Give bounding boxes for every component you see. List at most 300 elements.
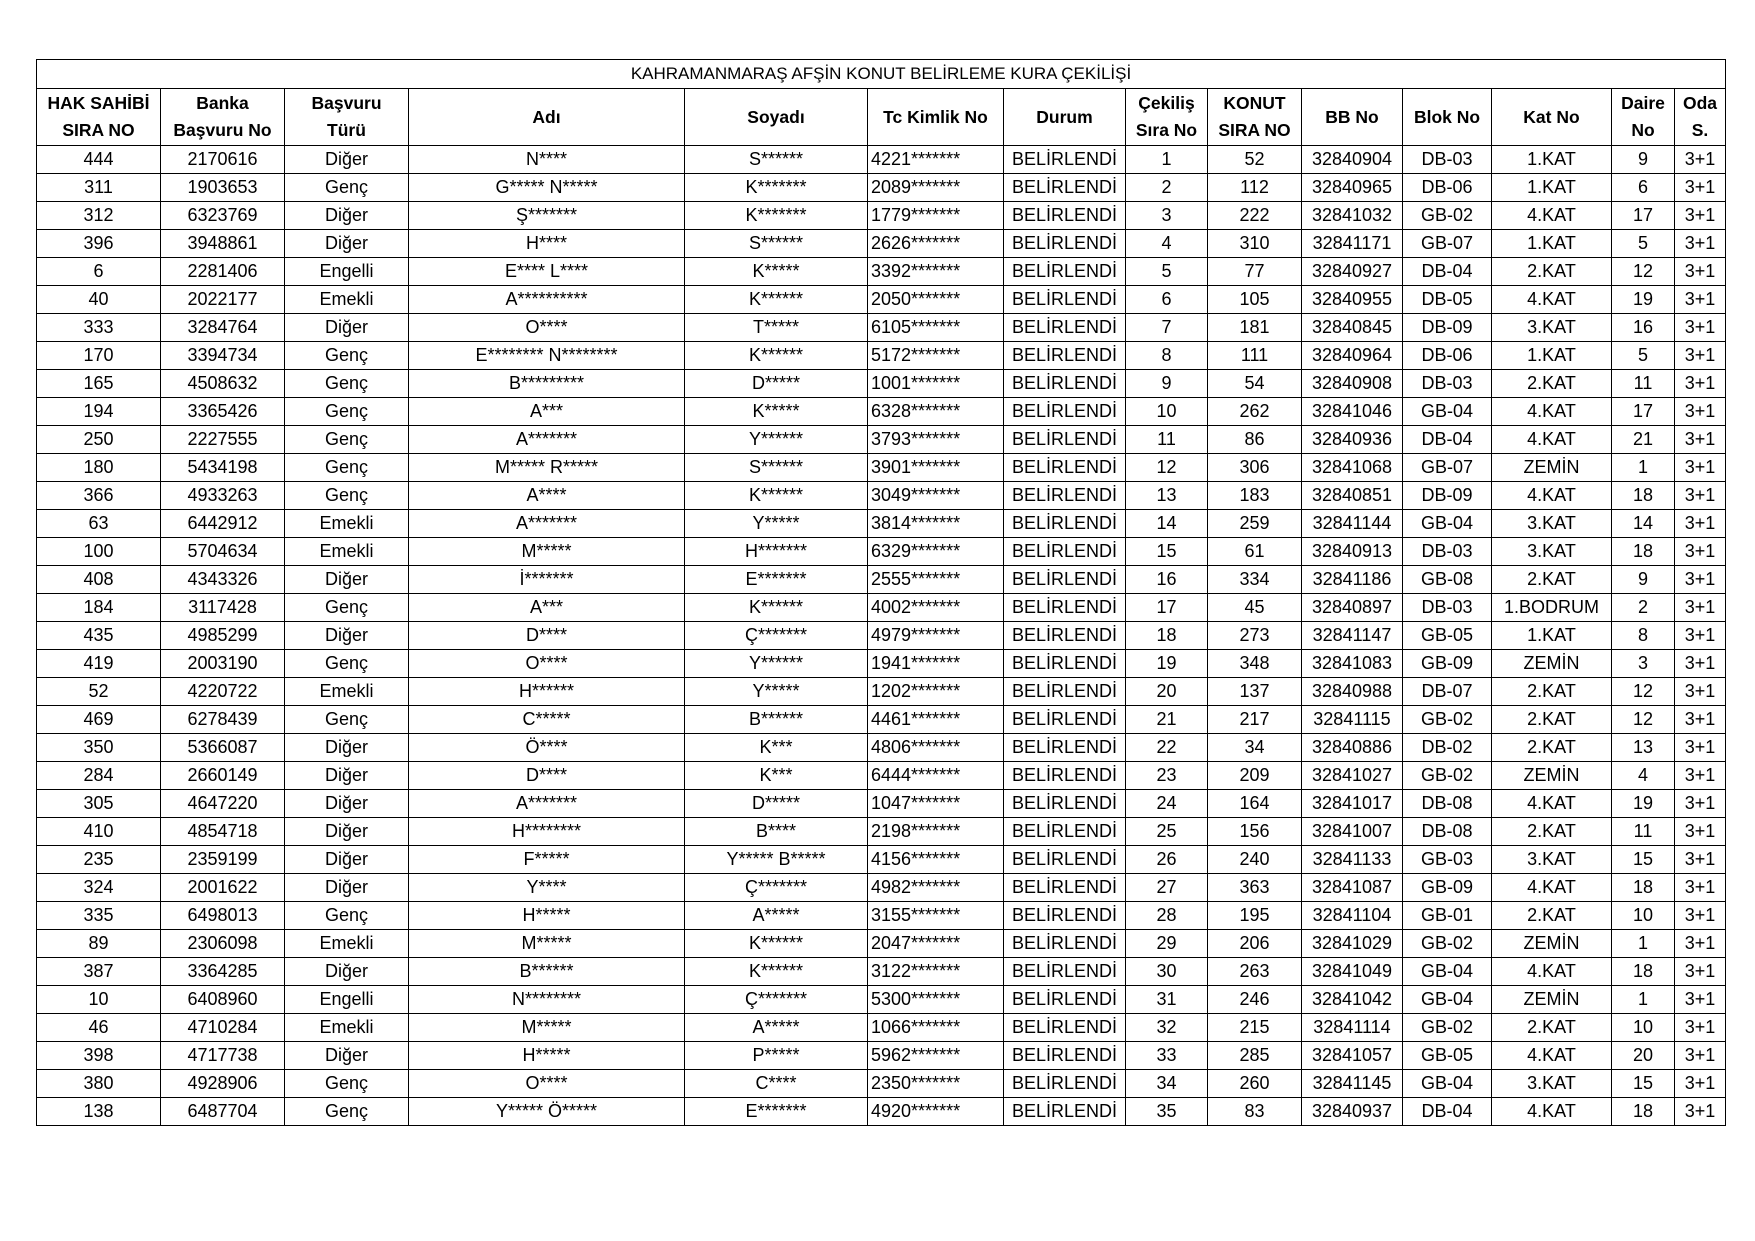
- cell-konut-sira-no: 181: [1208, 314, 1302, 342]
- cell-blok-no: GB-04: [1403, 510, 1492, 538]
- table-row: [37, 930, 1726, 958]
- cell-banka-basvuru-no: 2660149: [161, 762, 285, 790]
- table-row: [37, 454, 1726, 482]
- column-header-line: Banka: [196, 93, 249, 113]
- cell-cekilis-sira-no: 16: [1126, 566, 1208, 594]
- cell-cekilis-sira-no: 25: [1126, 818, 1208, 846]
- cell-hak-sahibi-sira-no: 387: [37, 958, 161, 986]
- cell-basvuru-turu: Diğer: [285, 230, 409, 258]
- cell-tc-kimlik-no: 4982*******: [868, 874, 1004, 902]
- cell-adi: H*****: [409, 902, 685, 930]
- cell-cekilis-sira-no: 6: [1126, 286, 1208, 314]
- cell-banka-basvuru-no: 3117428: [161, 594, 285, 622]
- cell-blok-no: DB-03: [1403, 146, 1492, 174]
- column-header-line: Çekiliş: [1138, 93, 1195, 113]
- cell-banka-basvuru-no: 3364285: [161, 958, 285, 986]
- cell-bb-no: 32841029: [1302, 930, 1403, 958]
- cell-tc-kimlik-no: 4920*******: [868, 1098, 1004, 1126]
- cell-banka-basvuru-no: 1903653: [161, 174, 285, 202]
- cell-soyadi: A*****: [685, 902, 868, 930]
- cell-durum: BELİRLENDİ: [1004, 958, 1126, 986]
- cell-adi: H*****: [409, 1042, 685, 1070]
- cell-basvuru-turu: Diğer: [285, 846, 409, 874]
- cell-basvuru-turu: Diğer: [285, 202, 409, 230]
- cell-adi: E**** L****: [409, 258, 685, 286]
- column-header-bb-no: [1302, 89, 1403, 146]
- cell-konut-sira-no: 164: [1208, 790, 1302, 818]
- table-row: [37, 958, 1726, 986]
- cell-banka-basvuru-no: 2001622: [161, 874, 285, 902]
- cell-bb-no: 32840851: [1302, 482, 1403, 510]
- table-row: [37, 734, 1726, 762]
- cell-soyadi: K***: [685, 734, 868, 762]
- cell-konut-sira-no: 262: [1208, 398, 1302, 426]
- cell-hak-sahibi-sira-no: 194: [37, 398, 161, 426]
- cell-hak-sahibi-sira-no: 46: [37, 1014, 161, 1042]
- cell-konut-sira-no: 215: [1208, 1014, 1302, 1042]
- cell-daire-no: 20: [1612, 1042, 1675, 1070]
- column-header-line: Türü: [327, 120, 366, 140]
- cell-bb-no: 32841083: [1302, 650, 1403, 678]
- cell-cekilis-sira-no: 19: [1126, 650, 1208, 678]
- cell-hak-sahibi-sira-no: 100: [37, 538, 161, 566]
- cell-oda-sayisi: 3+1: [1675, 174, 1726, 202]
- column-header-line: SIRA NO: [62, 120, 135, 140]
- column-header-line: Adı: [532, 106, 561, 127]
- cell-tc-kimlik-no: 2350*******: [868, 1070, 1004, 1098]
- cell-cekilis-sira-no: 18: [1126, 622, 1208, 650]
- cell-oda-sayisi: 3+1: [1675, 286, 1726, 314]
- table-row: [37, 622, 1726, 650]
- cell-tc-kimlik-no: 6105*******: [868, 314, 1004, 342]
- cell-konut-sira-no: 105: [1208, 286, 1302, 314]
- cell-durum: BELİRLENDİ: [1004, 1042, 1126, 1070]
- cell-bb-no: 32841104: [1302, 902, 1403, 930]
- cell-kat-no: 2.KAT: [1492, 566, 1612, 594]
- cell-oda-sayisi: 3+1: [1675, 902, 1726, 930]
- table-row: [37, 566, 1726, 594]
- cell-oda-sayisi: 3+1: [1675, 1014, 1726, 1042]
- cell-kat-no: 4.KAT: [1492, 286, 1612, 314]
- cell-tc-kimlik-no: 3814*******: [868, 510, 1004, 538]
- cell-konut-sira-no: 77: [1208, 258, 1302, 286]
- column-header-line: KONUT: [1223, 93, 1286, 113]
- cell-bb-no: 32840913: [1302, 538, 1403, 566]
- cell-basvuru-turu: Genç: [285, 706, 409, 734]
- cell-cekilis-sira-no: 15: [1126, 538, 1208, 566]
- cell-bb-no: 32840897: [1302, 594, 1403, 622]
- cell-adi: A****: [409, 482, 685, 510]
- cell-durum: BELİRLENDİ: [1004, 1098, 1126, 1126]
- cell-hak-sahibi-sira-no: 410: [37, 818, 161, 846]
- cell-adi: F*****: [409, 846, 685, 874]
- cell-kat-no: 2.KAT: [1492, 818, 1612, 846]
- cell-tc-kimlik-no: 2047*******: [868, 930, 1004, 958]
- cell-bb-no: 32841049: [1302, 958, 1403, 986]
- cell-banka-basvuru-no: 4343326: [161, 566, 285, 594]
- cell-oda-sayisi: 3+1: [1675, 706, 1726, 734]
- table-row: [37, 286, 1726, 314]
- cell-kat-no: 4.KAT: [1492, 1042, 1612, 1070]
- table-row: [37, 314, 1726, 342]
- cell-durum: BELİRLENDİ: [1004, 1070, 1126, 1098]
- cell-oda-sayisi: 3+1: [1675, 986, 1726, 1014]
- cell-basvuru-turu: Emekli: [285, 678, 409, 706]
- cell-banka-basvuru-no: 2306098: [161, 930, 285, 958]
- table-row: [37, 510, 1726, 538]
- cell-tc-kimlik-no: 1066*******: [868, 1014, 1004, 1042]
- cell-durum: BELİRLENDİ: [1004, 510, 1126, 538]
- column-header-daire-no: [1612, 89, 1675, 146]
- cell-konut-sira-no: 83: [1208, 1098, 1302, 1126]
- cell-kat-no: 1.KAT: [1492, 622, 1612, 650]
- cell-adi: Y***** Ö*****: [409, 1098, 685, 1126]
- cell-tc-kimlik-no: 2198*******: [868, 818, 1004, 846]
- column-header-adi: [409, 89, 685, 146]
- cell-soyadi: S******: [685, 230, 868, 258]
- cell-soyadi: S******: [685, 454, 868, 482]
- cell-banka-basvuru-no: 3284764: [161, 314, 285, 342]
- table-row: [37, 986, 1726, 1014]
- cell-blok-no: DB-02: [1403, 734, 1492, 762]
- cell-durum: BELİRLENDİ: [1004, 594, 1126, 622]
- column-header-line: Daire: [1621, 93, 1665, 113]
- cell-adi: O****: [409, 314, 685, 342]
- column-header-line: Tc Kimlik No: [883, 106, 988, 127]
- cell-blok-no: DB-04: [1403, 426, 1492, 454]
- cell-soyadi: K******: [685, 930, 868, 958]
- cell-durum: BELİRLENDİ: [1004, 566, 1126, 594]
- cell-basvuru-turu: Diğer: [285, 762, 409, 790]
- cell-blok-no: DB-08: [1403, 790, 1492, 818]
- cell-cekilis-sira-no: 34: [1126, 1070, 1208, 1098]
- column-header-kat-no: [1492, 89, 1612, 146]
- cell-konut-sira-no: 195: [1208, 902, 1302, 930]
- column-header-line: Başvuru No: [173, 120, 272, 140]
- cell-kat-no: 3.KAT: [1492, 846, 1612, 874]
- cell-blok-no: GB-02: [1403, 1014, 1492, 1042]
- cell-basvuru-turu: Diğer: [285, 146, 409, 174]
- cell-basvuru-turu: Genç: [285, 594, 409, 622]
- table-row: [37, 818, 1726, 846]
- cell-daire-no: 16: [1612, 314, 1675, 342]
- cell-hak-sahibi-sira-no: 138: [37, 1098, 161, 1126]
- cell-oda-sayisi: 3+1: [1675, 370, 1726, 398]
- cell-hak-sahibi-sira-no: 170: [37, 342, 161, 370]
- cell-oda-sayisi: 3+1: [1675, 538, 1726, 566]
- cell-blok-no: DB-03: [1403, 594, 1492, 622]
- cell-banka-basvuru-no: 2003190: [161, 650, 285, 678]
- cell-hak-sahibi-sira-no: 305: [37, 790, 161, 818]
- cell-oda-sayisi: 3+1: [1675, 874, 1726, 902]
- cell-kat-no: 4.KAT: [1492, 426, 1612, 454]
- cell-oda-sayisi: 3+1: [1675, 650, 1726, 678]
- cell-tc-kimlik-no: 1941*******: [868, 650, 1004, 678]
- cell-basvuru-turu: Genç: [285, 342, 409, 370]
- cell-blok-no: GB-05: [1403, 622, 1492, 650]
- cell-blok-no: GB-04: [1403, 1070, 1492, 1098]
- cell-banka-basvuru-no: 4220722: [161, 678, 285, 706]
- cell-kat-no: 2.KAT: [1492, 258, 1612, 286]
- column-header-row: [37, 89, 1726, 146]
- cell-hak-sahibi-sira-no: 10: [37, 986, 161, 1014]
- cell-adi: D****: [409, 622, 685, 650]
- cell-cekilis-sira-no: 1: [1126, 146, 1208, 174]
- cell-tc-kimlik-no: 2626*******: [868, 230, 1004, 258]
- cell-konut-sira-no: 222: [1208, 202, 1302, 230]
- cell-bb-no: 32840964: [1302, 342, 1403, 370]
- column-header-cekilis-sira-no: [1126, 89, 1208, 146]
- cell-konut-sira-no: 111: [1208, 342, 1302, 370]
- cell-bb-no: 32841007: [1302, 818, 1403, 846]
- cell-blok-no: DB-04: [1403, 1098, 1492, 1126]
- cell-soyadi: Y******: [685, 650, 868, 678]
- cell-banka-basvuru-no: 4717738: [161, 1042, 285, 1070]
- table-row: [37, 1098, 1726, 1126]
- cell-daire-no: 10: [1612, 1014, 1675, 1042]
- cell-soyadi: K***: [685, 762, 868, 790]
- cell-soyadi: Y*****: [685, 510, 868, 538]
- cell-blok-no: DB-03: [1403, 538, 1492, 566]
- cell-basvuru-turu: Emekli: [285, 510, 409, 538]
- cell-adi: H******: [409, 678, 685, 706]
- cell-soyadi: S******: [685, 146, 868, 174]
- cell-daire-no: 19: [1612, 286, 1675, 314]
- cell-tc-kimlik-no: 3122*******: [868, 958, 1004, 986]
- cell-durum: BELİRLENDİ: [1004, 202, 1126, 230]
- column-header-line: Başvuru: [311, 93, 382, 113]
- cell-basvuru-turu: Diğer: [285, 874, 409, 902]
- cell-adi: E******** N********: [409, 342, 685, 370]
- cell-oda-sayisi: 3+1: [1675, 958, 1726, 986]
- cell-cekilis-sira-no: 8: [1126, 342, 1208, 370]
- cell-basvuru-turu: Diğer: [285, 958, 409, 986]
- cell-daire-no: 21: [1612, 426, 1675, 454]
- cell-konut-sira-no: 260: [1208, 1070, 1302, 1098]
- table-row: [37, 1042, 1726, 1070]
- cell-tc-kimlik-no: 6329*******: [868, 538, 1004, 566]
- cell-cekilis-sira-no: 31: [1126, 986, 1208, 1014]
- cell-daire-no: 13: [1612, 734, 1675, 762]
- cell-adi: A*******: [409, 510, 685, 538]
- cell-konut-sira-no: 209: [1208, 762, 1302, 790]
- cell-basvuru-turu: Diğer: [285, 818, 409, 846]
- cell-soyadi: Y******: [685, 426, 868, 454]
- cell-daire-no: 18: [1612, 1098, 1675, 1126]
- cell-adi: Ş*******: [409, 202, 685, 230]
- cell-soyadi: B******: [685, 706, 868, 734]
- table-row: [37, 650, 1726, 678]
- cell-bb-no: 32841144: [1302, 510, 1403, 538]
- cell-daire-no: 1: [1612, 986, 1675, 1014]
- cell-basvuru-turu: Diğer: [285, 622, 409, 650]
- table-row: [37, 230, 1726, 258]
- cell-adi: A***: [409, 398, 685, 426]
- cell-kat-no: ZEMİN: [1492, 454, 1612, 482]
- cell-kat-no: ZEMİN: [1492, 650, 1612, 678]
- cell-basvuru-turu: Diğer: [285, 314, 409, 342]
- cell-soyadi: Ç*******: [685, 874, 868, 902]
- cell-cekilis-sira-no: 10: [1126, 398, 1208, 426]
- cell-bb-no: 32841032: [1302, 202, 1403, 230]
- cell-hak-sahibi-sira-no: 6: [37, 258, 161, 286]
- cell-adi: A*******: [409, 790, 685, 818]
- cell-bb-no: 32840965: [1302, 174, 1403, 202]
- cell-kat-no: 4.KAT: [1492, 398, 1612, 426]
- cell-blok-no: GB-07: [1403, 230, 1492, 258]
- cell-blok-no: GB-09: [1403, 650, 1492, 678]
- cell-tc-kimlik-no: 3901*******: [868, 454, 1004, 482]
- cell-tc-kimlik-no: 4979*******: [868, 622, 1004, 650]
- cell-tc-kimlik-no: 4002*******: [868, 594, 1004, 622]
- cell-banka-basvuru-no: 5434198: [161, 454, 285, 482]
- cell-blok-no: GB-04: [1403, 986, 1492, 1014]
- cell-basvuru-turu: Genç: [285, 1098, 409, 1126]
- cell-hak-sahibi-sira-no: 52: [37, 678, 161, 706]
- cell-oda-sayisi: 3+1: [1675, 930, 1726, 958]
- column-header-line: Kat No: [1523, 106, 1580, 127]
- cell-daire-no: 3: [1612, 650, 1675, 678]
- cell-hak-sahibi-sira-no: 380: [37, 1070, 161, 1098]
- cell-banka-basvuru-no: 3394734: [161, 342, 285, 370]
- cell-kat-no: ZEMİN: [1492, 762, 1612, 790]
- cell-oda-sayisi: 3+1: [1675, 846, 1726, 874]
- cell-kat-no: 3.KAT: [1492, 314, 1612, 342]
- cell-konut-sira-no: 273: [1208, 622, 1302, 650]
- cell-oda-sayisi: 3+1: [1675, 342, 1726, 370]
- column-header-line: Blok No: [1413, 106, 1481, 127]
- cell-hak-sahibi-sira-no: 312: [37, 202, 161, 230]
- cell-daire-no: 19: [1612, 790, 1675, 818]
- cell-blok-no: DB-08: [1403, 818, 1492, 846]
- cell-hak-sahibi-sira-no: 235: [37, 846, 161, 874]
- cell-bb-no: 32840908: [1302, 370, 1403, 398]
- cell-daire-no: 5: [1612, 230, 1675, 258]
- cell-soyadi: K*****: [685, 258, 868, 286]
- lottery-results-table: [36, 59, 1726, 1126]
- cell-blok-no: DB-04: [1403, 258, 1492, 286]
- cell-soyadi: K*******: [685, 174, 868, 202]
- cell-daire-no: 17: [1612, 398, 1675, 426]
- cell-basvuru-turu: Emekli: [285, 1014, 409, 1042]
- cell-banka-basvuru-no: 6498013: [161, 902, 285, 930]
- cell-durum: BELİRLENDİ: [1004, 370, 1126, 398]
- column-header-line: S.: [1691, 120, 1709, 140]
- column-header-line: Oda: [1682, 93, 1718, 113]
- cell-kat-no: 1.KAT: [1492, 174, 1612, 202]
- cell-bb-no: 32841042: [1302, 986, 1403, 1014]
- cell-hak-sahibi-sira-no: 184: [37, 594, 161, 622]
- cell-soyadi: E*******: [685, 1098, 868, 1126]
- cell-oda-sayisi: 3+1: [1675, 510, 1726, 538]
- cell-tc-kimlik-no: 4806*******: [868, 734, 1004, 762]
- cell-daire-no: 5: [1612, 342, 1675, 370]
- cell-kat-no: 3.KAT: [1492, 538, 1612, 566]
- cell-soyadi: Ç*******: [685, 986, 868, 1014]
- cell-adi: N********: [409, 986, 685, 1014]
- cell-banka-basvuru-no: 5366087: [161, 734, 285, 762]
- cell-basvuru-turu: Genç: [285, 454, 409, 482]
- cell-oda-sayisi: 3+1: [1675, 398, 1726, 426]
- cell-cekilis-sira-no: 24: [1126, 790, 1208, 818]
- cell-durum: BELİRLENDİ: [1004, 174, 1126, 202]
- cell-konut-sira-no: 86: [1208, 426, 1302, 454]
- column-header-banka-basvuru-no: [161, 89, 285, 146]
- cell-bb-no: 32841133: [1302, 846, 1403, 874]
- cell-kat-no: 2.KAT: [1492, 734, 1612, 762]
- cell-durum: BELİRLENDİ: [1004, 762, 1126, 790]
- table-row: [37, 426, 1726, 454]
- cell-konut-sira-no: 206: [1208, 930, 1302, 958]
- cell-hak-sahibi-sira-no: 335: [37, 902, 161, 930]
- cell-banka-basvuru-no: 6487704: [161, 1098, 285, 1126]
- cell-bb-no: 32841171: [1302, 230, 1403, 258]
- cell-banka-basvuru-no: 2281406: [161, 258, 285, 286]
- cell-konut-sira-no: 246: [1208, 986, 1302, 1014]
- cell-adi: B*********: [409, 370, 685, 398]
- cell-soyadi: Y***** B*****: [685, 846, 868, 874]
- table-row: [37, 202, 1726, 230]
- cell-kat-no: 4.KAT: [1492, 482, 1612, 510]
- cell-daire-no: 18: [1612, 482, 1675, 510]
- cell-blok-no: DB-06: [1403, 342, 1492, 370]
- cell-daire-no: 11: [1612, 370, 1675, 398]
- cell-banka-basvuru-no: 2359199: [161, 846, 285, 874]
- cell-kat-no: 3.KAT: [1492, 510, 1612, 538]
- cell-basvuru-turu: Genç: [285, 650, 409, 678]
- cell-basvuru-turu: Genç: [285, 398, 409, 426]
- cell-daire-no: 2: [1612, 594, 1675, 622]
- cell-hak-sahibi-sira-no: 311: [37, 174, 161, 202]
- cell-konut-sira-no: 348: [1208, 650, 1302, 678]
- cell-kat-no: 4.KAT: [1492, 1098, 1612, 1126]
- table-row: [37, 398, 1726, 426]
- cell-soyadi: K*******: [685, 202, 868, 230]
- cell-cekilis-sira-no: 30: [1126, 958, 1208, 986]
- cell-hak-sahibi-sira-no: 284: [37, 762, 161, 790]
- cell-oda-sayisi: 3+1: [1675, 258, 1726, 286]
- cell-bb-no: 32841115: [1302, 706, 1403, 734]
- cell-konut-sira-no: 285: [1208, 1042, 1302, 1070]
- cell-banka-basvuru-no: 4508632: [161, 370, 285, 398]
- table-row: [37, 1014, 1726, 1042]
- cell-cekilis-sira-no: 3: [1126, 202, 1208, 230]
- cell-blok-no: GB-02: [1403, 930, 1492, 958]
- cell-blok-no: DB-03: [1403, 370, 1492, 398]
- cell-daire-no: 12: [1612, 706, 1675, 734]
- cell-hak-sahibi-sira-no: 333: [37, 314, 161, 342]
- table-row: [37, 790, 1726, 818]
- cell-kat-no: ZEMİN: [1492, 930, 1612, 958]
- cell-durum: BELİRLENDİ: [1004, 930, 1126, 958]
- cell-blok-no: GB-03: [1403, 846, 1492, 874]
- cell-oda-sayisi: 3+1: [1675, 622, 1726, 650]
- cell-cekilis-sira-no: 23: [1126, 762, 1208, 790]
- cell-soyadi: K******: [685, 342, 868, 370]
- cell-tc-kimlik-no: 2555*******: [868, 566, 1004, 594]
- cell-cekilis-sira-no: 21: [1126, 706, 1208, 734]
- cell-oda-sayisi: 3+1: [1675, 314, 1726, 342]
- cell-hak-sahibi-sira-no: 419: [37, 650, 161, 678]
- cell-hak-sahibi-sira-no: 366: [37, 482, 161, 510]
- cell-oda-sayisi: 3+1: [1675, 762, 1726, 790]
- cell-banka-basvuru-no: 4933263: [161, 482, 285, 510]
- cell-soyadi: A*****: [685, 1014, 868, 1042]
- cell-konut-sira-no: 61: [1208, 538, 1302, 566]
- cell-banka-basvuru-no: 4854718: [161, 818, 285, 846]
- cell-kat-no: 2.KAT: [1492, 370, 1612, 398]
- cell-adi: H****: [409, 230, 685, 258]
